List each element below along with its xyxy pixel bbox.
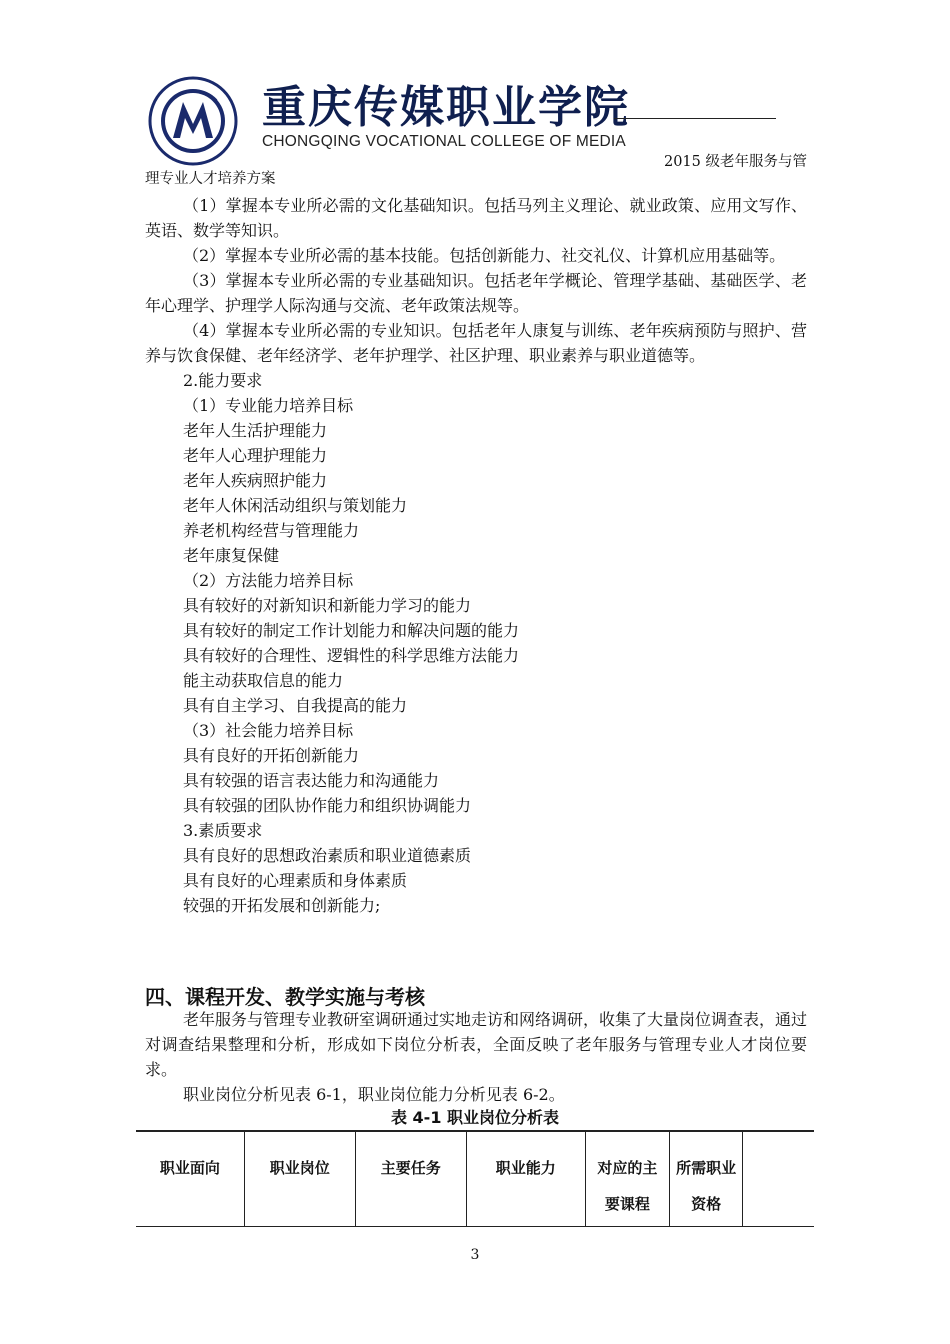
college-name-chinese: 重庆传媒职业学院	[262, 82, 630, 133]
section-heading: 四、课程开发、教学实施与考核	[145, 985, 425, 1009]
method-ability-item: 能主动获取信息的能力	[183, 671, 344, 690]
college-name-english: CHONGQING VOCATIONAL COLLEGE OF MEDIA	[262, 133, 626, 150]
method-ability-item: 具有较好的合理性、逻辑性的科学思维方法能力	[183, 646, 520, 665]
quality-item: 较强的开拓发展和创新能力;	[183, 896, 381, 915]
table-header-cell: 职业岗位	[244, 1131, 355, 1227]
ability-heading: 2.能力要求	[183, 371, 263, 390]
professional-ability-item: 养老机构经营与管理能力	[183, 521, 360, 540]
knowledge-item-3: （3）掌握本专业所必需的专业基础知识。包括老年学概论、管理学基础、基础医学、老年心理学、护理学人际沟通与交流、老年政策法规等。	[145, 271, 807, 315]
social-ability-item: 具有较强的团队协作能力和组织协调能力	[183, 796, 472, 815]
requirements-body	[145, 193, 807, 918]
knowledge-item-4: （4）掌握本专业所必需的专业知识。包括老年人康复与训练、老年疾病预防与照护、营养与饮食保健、老年经济学、老年护理学、社区护理、职业素养与职业道德等。	[145, 321, 807, 365]
social-ability-item: 具有良好的开拓创新能力	[183, 746, 360, 765]
table-caption: 表 4-1 职业岗位分析表	[390, 1108, 560, 1127]
professional-ability-item: 老年人疾病照护能力	[183, 471, 328, 490]
table-header-cell: 对应的主要课程	[585, 1131, 669, 1227]
table-header-cell: 职业面向	[136, 1131, 244, 1227]
table-header-cell: 职业能力	[466, 1131, 585, 1227]
table-header-cell: 所需职业资格	[669, 1131, 743, 1227]
section-paragraph: 老年服务与管理专业教研室调研通过实地走访和网络调研，收集了大量岗位调查表，通过对调查结果整理和分析，形成如下岗位分析表，全面反映了老年服务与管理专业人才岗位要求。	[145, 1010, 808, 1079]
social-ability-item: 具有较强的语言表达能力和沟通能力	[183, 771, 440, 790]
knowledge-item-1: （1）掌握本专业所必需的文化基础知识。包括马列主义理论、就业政策、应用文写作、英语、数学等知识。	[145, 196, 807, 240]
professional-ability-heading: （1）专业能力培养目标	[183, 396, 354, 415]
professional-ability-item: 老年人生活护理能力	[183, 421, 328, 440]
method-ability-item: 具有较好的对新知识和新能力学习的能力	[183, 596, 472, 615]
table-header-cell: 主要任务	[355, 1131, 466, 1227]
job-analysis-table	[136, 1130, 814, 1227]
quality-item: 具有良好的思想政治素质和职业道德素质	[183, 846, 472, 865]
header-rule	[614, 118, 776, 119]
professional-ability-item: 老年康复保健	[183, 546, 280, 565]
document-title-line1: 2015 级老年服务与管	[663, 154, 807, 170]
professional-ability-item: 老年人休闲活动组织与策划能力	[183, 496, 408, 515]
method-ability-item: 具有较好的制定工作计划能力和解决问题的能力	[183, 621, 520, 640]
knowledge-item-2: （2）掌握本专业所必需的基本技能。包括创新能力、社交礼仪、计算机应用基础等。	[183, 246, 786, 265]
table-header-row	[136, 1131, 814, 1227]
section-body	[145, 1007, 807, 1107]
document-title-line2: 理专业人才培养方案	[145, 171, 276, 187]
method-ability-item: 具有自主学习、自我提高的能力	[183, 696, 408, 715]
quality-heading: 3.素质要求	[183, 821, 263, 840]
method-ability-heading: （2）方法能力培养目标	[183, 571, 354, 590]
professional-ability-item: 老年人心理护理能力	[183, 446, 328, 465]
college-logo	[148, 76, 238, 166]
table-header-cell-empty	[743, 1131, 814, 1227]
section-paragraph: 职业岗位分析见表 6-1，职业岗位能力分析见表 6-2。	[183, 1085, 565, 1104]
page-number: 3	[470, 1247, 480, 1263]
social-ability-heading: （3）社会能力培养目标	[183, 721, 354, 740]
quality-item: 具有良好的心理素质和身体素质	[183, 871, 408, 890]
